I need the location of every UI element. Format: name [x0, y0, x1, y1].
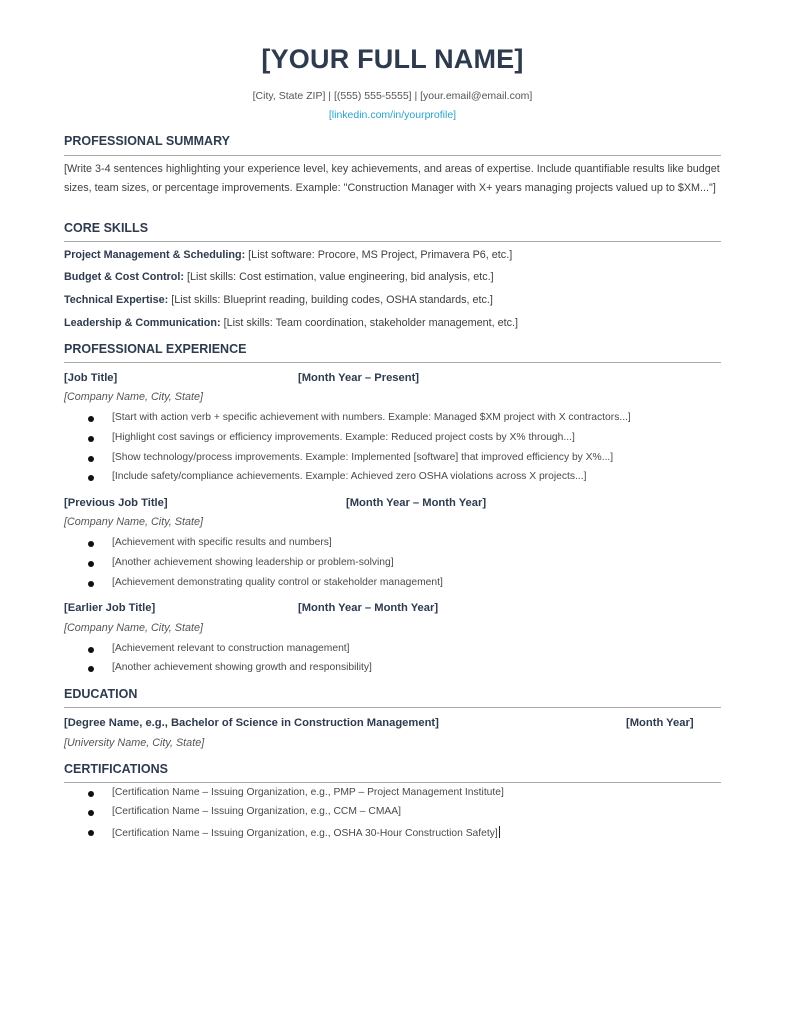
skill-value: [List software: Procore, MS Project, Primavera P6, etc.]: [245, 249, 513, 261]
bullet-icon: [88, 581, 94, 587]
skill-label: Budget & Cost Control:: [64, 271, 184, 283]
skill-label: Project Management & Scheduling:: [64, 249, 246, 261]
skill-item[interactable]: [64, 271, 494, 283]
skills-divider: [64, 241, 721, 242]
job-dates[interactable]: [Month Year – Present]: [298, 372, 420, 384]
bullet-icon: [88, 416, 94, 422]
skill-item[interactable]: [64, 317, 518, 329]
job-dates[interactable]: [Month Year – Month Year]: [298, 602, 439, 614]
skill-label: Technical Expertise:: [64, 294, 169, 306]
bullet-icon: [88, 791, 94, 797]
job-company[interactable]: [Company Name, City, State]: [64, 391, 204, 403]
summary-divider: [64, 155, 721, 156]
full-name[interactable]: [YOUR FULL NAME]: [261, 44, 524, 74]
certifications-divider: [64, 782, 721, 783]
bullet-icon: [88, 541, 94, 547]
text-cursor: [499, 826, 500, 838]
graduation-date[interactable]: [Month Year]: [626, 717, 694, 729]
contact-line[interactable]: [City, State ZIP] | [(555) 555-5555] | [your.email@email.com]: [252, 90, 533, 102]
experience-divider: [64, 362, 721, 363]
job-company[interactable]: [Company Name, City, State]: [64, 516, 204, 528]
certification-text: [Certification Name – Issuing Organization, e.g., OSHA 30-Hour Construction Safety]: [112, 828, 498, 839]
bullet-icon: [88, 561, 94, 567]
university-name[interactable]: [University Name, City, State]: [64, 737, 205, 749]
skill-value: [List skills: Team coordination, stakeholder management, etc.]: [220, 317, 519, 329]
bullet-icon: [88, 475, 94, 481]
skill-label: Leadership & Communication:: [64, 317, 221, 329]
linkedin-link[interactable]: [linkedin.com/in/yourprofile]: [328, 109, 457, 121]
degree-name[interactable]: [Degree Name, e.g., Bachelor of Science in Construction Management]: [64, 717, 439, 729]
job-title[interactable]: [Earlier Job Title]: [64, 602, 156, 614]
summary-text[interactable]: [Write 3-4 sentences highlighting your experience level, key achievements, and areas of expertise. Include quantifiable results like budget sizes, team sizes, or percentage improvements. Example: "Construction Manager with X+ years managing projects valued up to $XM..."]: [64, 163, 720, 194]
certifications-heading: CERTIFICATIONS: [64, 762, 168, 776]
job-title[interactable]: [Job Title]: [64, 372, 118, 384]
job-company[interactable]: [Company Name, City, State]: [64, 622, 204, 634]
summary-heading: PROFESSIONAL SUMMARY: [64, 134, 230, 148]
experience-heading: PROFESSIONAL EXPERIENCE: [64, 342, 247, 356]
skills-heading: CORE SKILLS: [64, 221, 149, 235]
skill-item[interactable]: [64, 294, 493, 306]
job-title[interactable]: [Previous Job Title]: [64, 497, 168, 509]
education-divider: [64, 707, 721, 708]
job-dates[interactable]: [Month Year – Month Year]: [346, 497, 487, 509]
bullet-icon: [88, 666, 94, 672]
bullet-icon: [88, 647, 94, 653]
bullet-icon: [88, 436, 94, 442]
education-heading: EDUCATION: [64, 687, 138, 701]
bullet-icon: [88, 810, 94, 816]
skill-value: [List skills: Cost estimation, value engineering, bid analysis, etc.]: [183, 271, 494, 283]
bullet-icon: [88, 830, 94, 836]
bullet-icon: [88, 456, 94, 462]
skill-item[interactable]: [64, 249, 512, 261]
skill-value: [List skills: Blueprint reading, building codes, OSHA standards, etc.]: [168, 294, 493, 306]
